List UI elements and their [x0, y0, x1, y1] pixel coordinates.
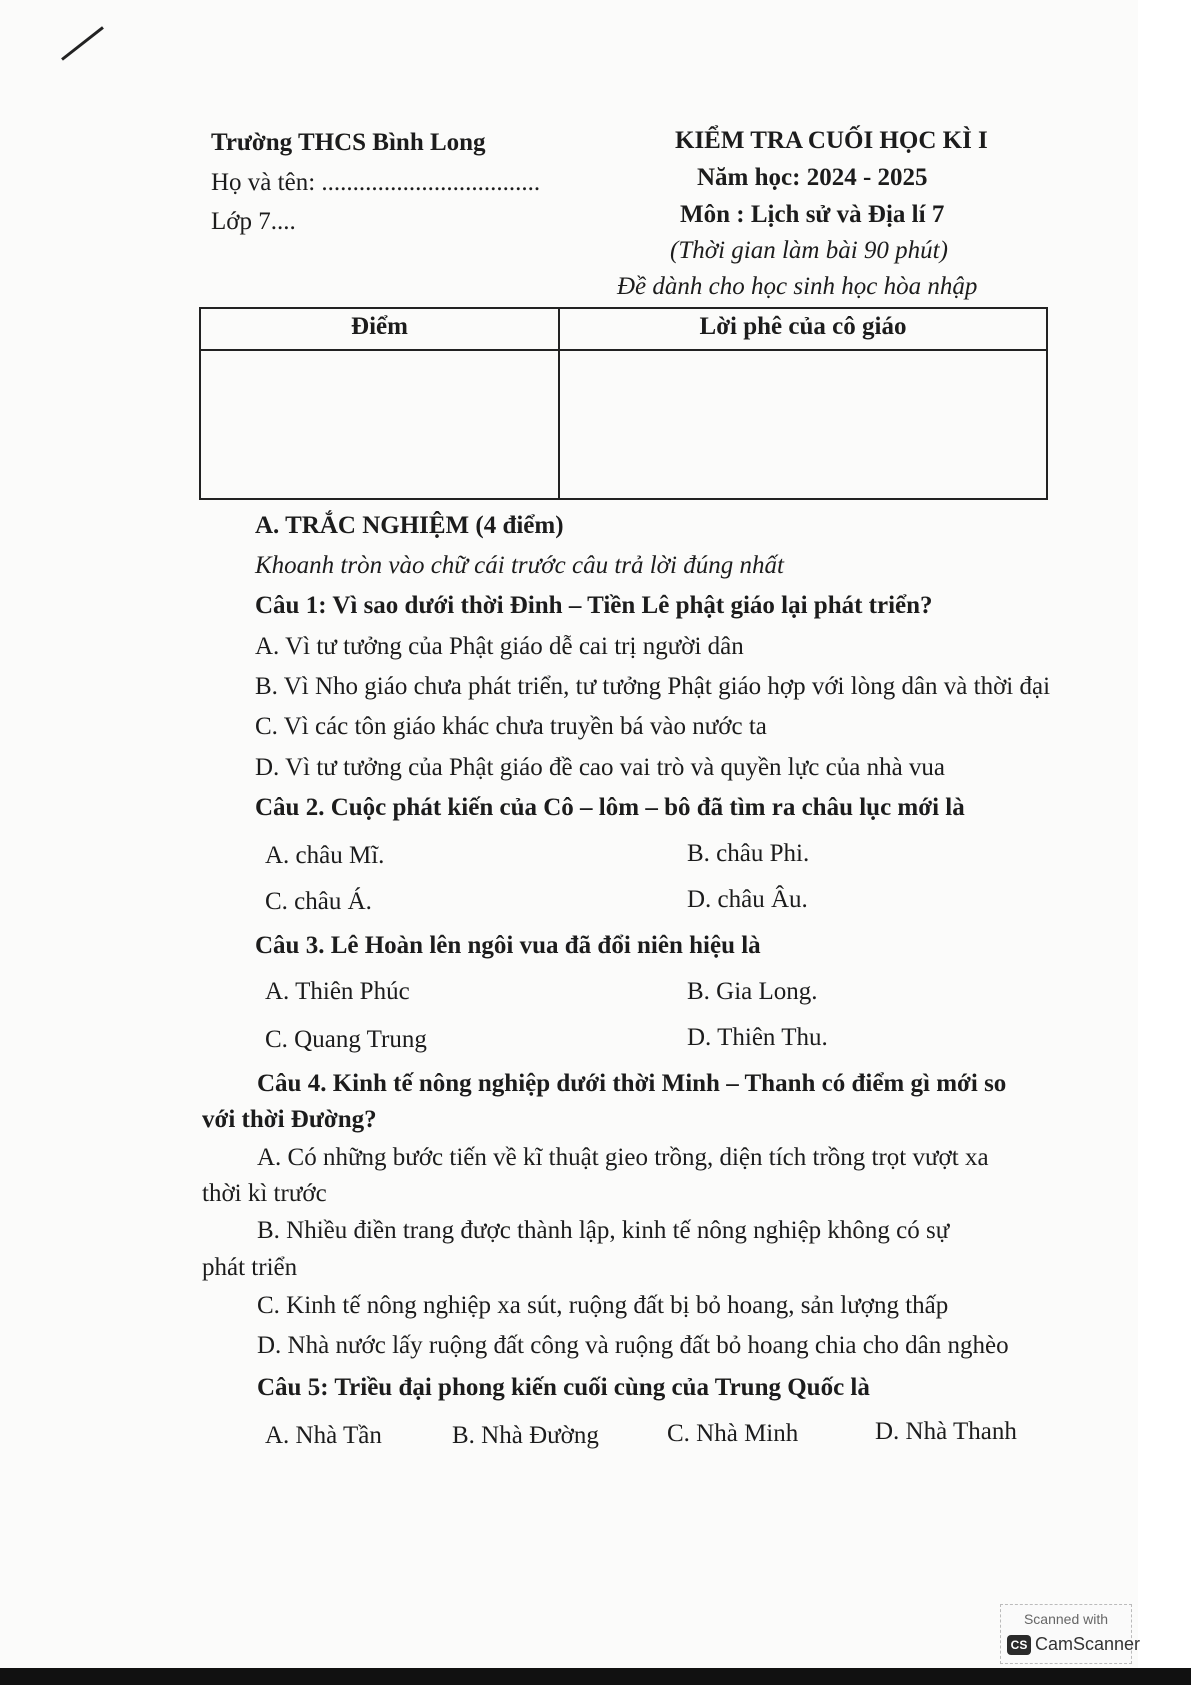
q2-option-b: B. châu Phi. — [687, 840, 810, 867]
q2-option-d: D. châu Âu. — [687, 886, 808, 913]
student-name-field: Họ và tên: ................................... — [211, 169, 541, 196]
audience-note: Đề dành cho học sinh học hòa nhập — [617, 273, 978, 300]
q1-option-a: A. Vì tư tưởng của Phật giáo dễ cai trị người dân — [255, 633, 744, 660]
watermark-caption: Scanned with — [1023, 1611, 1109, 1627]
class-field: Lớp 7.... — [211, 208, 296, 235]
question-4-line-1: Câu 4. Kinh tế nông nghiệp dưới thời Minh – Thanh có điểm gì mới so — [257, 1070, 1007, 1097]
q5-option-b: B. Nhà Đường — [452, 1422, 599, 1449]
exam-title: KIỂM TRA CUỐI HỌC KÌ I — [675, 127, 988, 154]
q3-option-d: D. Thiên Thu. — [687, 1024, 828, 1051]
section-instruction: Khoanh tròn vào chữ cái trước câu trả lời đúng nhất — [255, 552, 784, 579]
camscanner-logo-icon: CS — [1007, 1635, 1031, 1655]
question-5: Câu 5: Triều đại phong kiến cuối cùng của Trung Quốc là — [257, 1374, 870, 1401]
score-table — [199, 307, 1048, 500]
q3-option-b: B. Gia Long. — [687, 978, 818, 1005]
table-header-rule — [201, 349, 1046, 351]
q1-option-c: C. Vì các tôn giáo khác chưa truyền bá vào nước ta — [255, 713, 767, 740]
q5-option-d: D. Nhà Thanh — [875, 1418, 1017, 1445]
scan-margin — [1138, 0, 1191, 1685]
q5-option-c: C. Nhà Minh — [667, 1420, 799, 1447]
q4-option-a-line-2: thời kì trước — [202, 1180, 327, 1207]
comment-column-header: Lời phê của cô giáo — [699, 313, 907, 340]
q2-option-c: C. châu Á. — [265, 888, 372, 915]
school-year: Năm học: 2024 - 2025 — [697, 164, 928, 191]
q4-option-b-line-1: B. Nhiều điền trang được thành lập, kinh tế nông nghiệp không có sự — [257, 1217, 950, 1244]
score-column-header: Điểm — [351, 313, 408, 340]
section-title: A. TRẮC NGHIỆM (4 điểm) — [255, 512, 564, 539]
q4-option-c: C. Kinh tế nông nghiệp xa sút, ruộng đất bị bỏ hoang, sản lượng thấp — [257, 1292, 949, 1319]
school-name: Trường THCS Bình Long — [211, 129, 486, 156]
question-4-line-2: với thời Đường? — [202, 1106, 377, 1133]
q4-option-a-line-1: A. Có những bước tiến về kĩ thuật gieo trồng, diện tích trồng trọt vượt xa — [257, 1144, 989, 1171]
question-2: Câu 2. Cuộc phát kiến của Cô – lôm – bô đã tìm ra châu lục mới là — [255, 794, 965, 821]
q4-option-d: D. Nhà nước lấy ruộng đất công và ruộng đất bỏ hoang chia cho dân nghèo — [257, 1332, 1009, 1359]
question-1: Câu 1: Vì sao dưới thời Đinh – Tiền Lê phật giáo lại phát triển? — [255, 592, 933, 619]
q5-option-a: A. Nhà Tần — [265, 1422, 382, 1449]
watermark-brand: CamScanner — [1035, 1634, 1141, 1654]
q3-option-c: C. Quang Trung — [265, 1026, 427, 1053]
q2-option-a: A. châu Mĩ. — [265, 842, 385, 869]
q4-option-b-line-2: phát triển — [202, 1254, 298, 1281]
q3-option-a: A. Thiên Phúc — [265, 978, 410, 1005]
camscanner-watermark — [1000, 1604, 1141, 1664]
question-3: Câu 3. Lê Hoàn lên ngôi vua đã đổi niên hiệu là — [255, 932, 761, 959]
q1-option-b: B. Vì Nho giáo chưa phát triển, tư tưởng Phật giáo hợp với lòng dân và thời đại — [255, 673, 1051, 700]
duration: (Thời gian làm bài 90 phút) — [670, 237, 948, 264]
scan-bottom-edge — [0, 1668, 1191, 1685]
subject: Môn : Lịch sử và Địa lí 7 — [680, 201, 945, 228]
q1-option-d: D. Vì tư tưởng của Phật giáo đề cao vai trò và quyền lực của nhà vua — [255, 754, 946, 781]
